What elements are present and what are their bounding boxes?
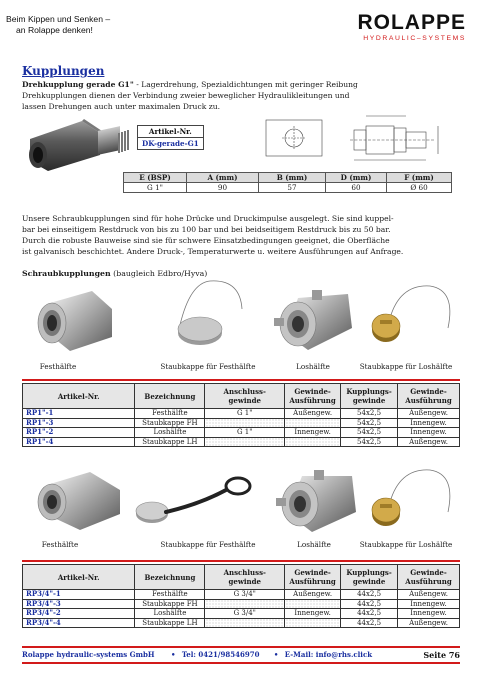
coupling-cell: 54x2,5 bbox=[341, 409, 398, 419]
table-row bbox=[23, 437, 460, 447]
article-cell: RP3/4"-2 bbox=[23, 609, 135, 619]
caption-dust-cap-loose: Staubkappe für Loshälfte bbox=[359, 362, 453, 371]
dust-cap-loose-image bbox=[360, 278, 460, 358]
coupling-cell: 44x2,5 bbox=[341, 599, 398, 609]
intro-text bbox=[22, 79, 462, 112]
thread2-cell: Innengew. bbox=[398, 609, 460, 619]
thread-cell: Außengew. bbox=[285, 409, 341, 419]
page-number: Seite 76 bbox=[423, 650, 460, 660]
footer-divider bbox=[22, 646, 460, 648]
description-line: Durch die robuste Bauweise sind sie für schwere Einsatzbedingungen geeignet, die Oberfläche bbox=[22, 236, 390, 245]
technical-drawing bbox=[238, 112, 466, 167]
brand-name: ROLAPPE bbox=[357, 11, 466, 34]
products-table-1 bbox=[22, 383, 460, 447]
footer-company: Rolappe hydraulic-systems GmbH bbox=[22, 650, 155, 659]
table-row bbox=[23, 590, 460, 600]
table-row bbox=[23, 599, 460, 609]
caption-loose-half-2: Loshälfte bbox=[297, 540, 331, 549]
subsection-heading: Schraubkupplungen bbox=[22, 269, 111, 278]
connection-cell: G 3/4" bbox=[205, 609, 285, 619]
fixed-half-image-2 bbox=[30, 468, 126, 536]
connection-cell bbox=[205, 599, 285, 609]
brand-subtitle: HYDRAULIC–SYSTEMS bbox=[363, 35, 466, 42]
article-cell: RP1"-1 bbox=[23, 409, 135, 419]
divider bbox=[22, 560, 460, 562]
dust-cap-loose-image-2 bbox=[360, 462, 460, 542]
coupling-cell: 54x2,5 bbox=[341, 428, 398, 438]
coupling-cell: 44x2,5 bbox=[341, 590, 398, 600]
thread2-cell: Außengew. bbox=[398, 437, 460, 447]
designation-cell: Staubkappe FH bbox=[135, 599, 205, 609]
thread-cell: Innengew. bbox=[285, 609, 341, 619]
dimensions-table bbox=[123, 172, 452, 193]
dims-value-b: 57 bbox=[259, 183, 326, 193]
thread-cell: Innengew. bbox=[285, 428, 341, 438]
coupling-cell: 54x2,5 bbox=[341, 437, 398, 447]
dims-header-a: A (mm) bbox=[187, 173, 259, 183]
dust-cap-fixed-image-2 bbox=[130, 470, 260, 540]
header-connection: Anschluss- gewinde bbox=[205, 384, 285, 409]
section-title: Kupplungen bbox=[22, 64, 105, 78]
dims-header-e: E (BSP) bbox=[124, 173, 187, 183]
dims-header-d: D (mm) bbox=[326, 173, 387, 183]
brand-logo bbox=[357, 12, 466, 42]
header-thread-2: Gewinde- Ausführung bbox=[398, 384, 460, 409]
header-article: Artikel-Nr. bbox=[23, 565, 135, 590]
description bbox=[22, 213, 462, 257]
subsection-note: (baugleich Edbro/Hyva) bbox=[110, 269, 208, 278]
connection-cell bbox=[205, 437, 285, 447]
thread2-cell: Außengew. bbox=[398, 618, 460, 628]
designation-cell: Loshälfte bbox=[135, 428, 205, 438]
rotary-coupling-image bbox=[22, 115, 134, 173]
thread2-cell: Innengew. bbox=[398, 428, 460, 438]
header-article: Artikel-Nr. bbox=[23, 384, 135, 409]
article-cell: RP3/4"-4 bbox=[23, 618, 135, 628]
thread-cell: Außengew. bbox=[285, 590, 341, 600]
thread-cell bbox=[285, 418, 341, 428]
designation-cell: Staubkappe FH bbox=[135, 418, 205, 428]
designation-cell: Festhälfte bbox=[135, 409, 205, 419]
dims-value-f: Ø 60 bbox=[387, 183, 452, 193]
designation-cell: Loshälfte bbox=[135, 609, 205, 619]
product-name: Drehkupplung gerade G1" bbox=[22, 80, 134, 89]
article-cell: RP3/4"-3 bbox=[23, 599, 135, 609]
article-number-box bbox=[137, 125, 204, 150]
header-designation: Bezeichnung bbox=[135, 384, 205, 409]
dims-header-b: B (mm) bbox=[259, 173, 326, 183]
header-thread: Gewinde- Ausführung bbox=[285, 384, 341, 409]
thread2-cell: Innengew. bbox=[398, 599, 460, 609]
description-line: bar bei einseitigem Restdruck von bis zu 100 bar und bei beidseitigem Restdruck bis zu 50 bar. bbox=[22, 225, 391, 234]
caption-dust-cap-fixed: Staubkappe für Festhälfte bbox=[160, 362, 256, 371]
thread2-cell: Innengew. bbox=[398, 418, 460, 428]
caption-fixed-half: Festhälfte bbox=[39, 362, 77, 371]
caption-fixed-half-2: Festhälfte bbox=[41, 540, 79, 549]
description-line: Unsere Schraubkupplungen sind für hohe Drücke und Druckimpulse ausgelegt. Sie sind kuppel- bbox=[22, 214, 394, 223]
article-cell: RP1"-4 bbox=[23, 437, 135, 447]
caption-dust-cap-loose-2: Staubkappe für Loshälfte bbox=[359, 540, 453, 549]
connection-cell: G 3/4" bbox=[205, 590, 285, 600]
loose-half-image bbox=[268, 288, 358, 360]
header-thread: Gewinde- Ausführung bbox=[285, 565, 341, 590]
connection-cell: G 1" bbox=[205, 428, 285, 438]
article-number-label: Artikel-Nr. bbox=[138, 126, 204, 138]
intro-line2: Drehkupplungen dienen der Verbindung zweier beweglicher Hydraulikleitungen und bbox=[22, 91, 350, 100]
header-thread-2: Gewinde- Ausführung bbox=[398, 565, 460, 590]
table-row bbox=[23, 609, 460, 619]
article-cell: RP1"-2 bbox=[23, 428, 135, 438]
dust-cap-fixed-image bbox=[160, 275, 250, 355]
dims-header-f: F (mm) bbox=[387, 173, 452, 183]
article-cell: RP3/4"-1 bbox=[23, 590, 135, 600]
intro-line3: lassen Drehungen auch unter maximalen Druck zu. bbox=[22, 102, 221, 111]
header-coupling-thread: Kupplungs- gewinde bbox=[341, 565, 398, 590]
connection-cell: G 1" bbox=[205, 409, 285, 419]
coupling-cell: 54x2,5 bbox=[341, 418, 398, 428]
products-table-2 bbox=[22, 564, 460, 628]
footer-phone: Tel: 0421/98546970 bbox=[181, 650, 260, 659]
article-cell: RP1"-3 bbox=[23, 418, 135, 428]
designation-cell: Staubkappe LH bbox=[135, 618, 205, 628]
connection-cell bbox=[205, 418, 285, 428]
slogan bbox=[6, 14, 110, 36]
table-row bbox=[23, 409, 460, 419]
caption-dust-cap-fixed-2: Staubkappe für Festhälfte bbox=[160, 540, 256, 549]
dims-value-a: 90 bbox=[187, 183, 259, 193]
designation-cell: Festhälfte bbox=[135, 590, 205, 600]
header-connection: Anschluss- gewinde bbox=[205, 565, 285, 590]
dims-value-e: G 1" bbox=[124, 183, 187, 193]
thread-cell bbox=[285, 618, 341, 628]
caption-loose-half: Loshälfte bbox=[296, 362, 330, 371]
slogan-line1: Beim Kippen und Senken – bbox=[6, 14, 111, 24]
intro-line1: - Lagerdrehung, Spezialdichtungen mit geringer Reibung bbox=[133, 80, 358, 89]
thread-cell bbox=[285, 599, 341, 609]
description-line: ist galvanisch beschichtet. Andere Druck-, Temperaturwerte u. weitere Ausführungen auf Anfrage. bbox=[22, 247, 404, 256]
divider bbox=[22, 379, 460, 381]
thread-cell bbox=[285, 437, 341, 447]
designation-cell: Staubkappe LH bbox=[135, 437, 205, 447]
footer-email: E-Mail: info@rhs.click bbox=[284, 650, 373, 659]
footer-divider-bottom bbox=[22, 662, 460, 664]
loose-half-image-2 bbox=[268, 468, 364, 540]
thread2-cell: Außengew. bbox=[398, 590, 460, 600]
coupling-cell: 44x2,5 bbox=[341, 609, 398, 619]
thread2-cell: Außengew. bbox=[398, 409, 460, 419]
table-row bbox=[23, 618, 460, 628]
table-row bbox=[23, 428, 460, 438]
header-designation: Bezeichnung bbox=[135, 565, 205, 590]
dims-value-d: 60 bbox=[326, 183, 387, 193]
article-number-value: DK-gerade-G1 bbox=[138, 138, 204, 150]
connection-cell bbox=[205, 618, 285, 628]
footer: Rolappe hydraulic-systems GmbH • Tel: 0421/98546970 • E-Mail: info@rhs.click Seite 76 bbox=[22, 650, 460, 660]
header-coupling-thread: Kupplungs- gewinde bbox=[341, 384, 398, 409]
coupling-cell: 44x2,5 bbox=[341, 618, 398, 628]
table-row bbox=[23, 418, 460, 428]
fixed-half-image bbox=[30, 285, 120, 357]
slogan-line2: an Rolappe denken! bbox=[16, 25, 93, 35]
